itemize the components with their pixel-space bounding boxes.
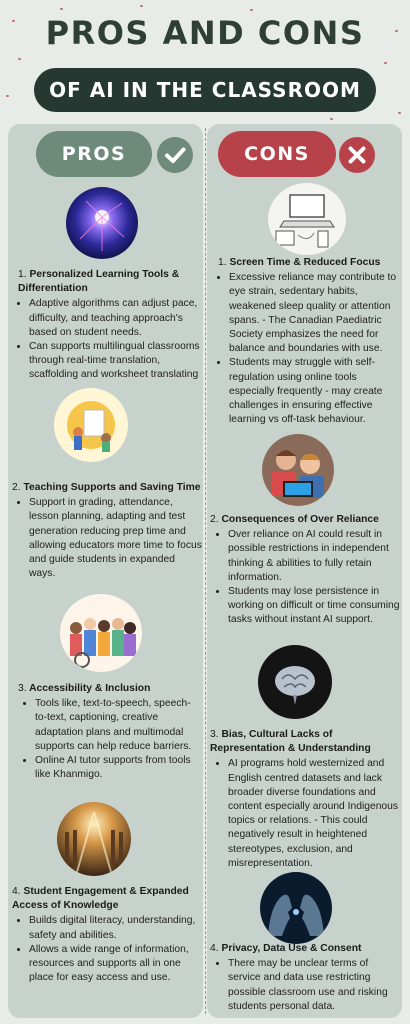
check-icon bbox=[157, 137, 193, 173]
cons-number-4: 4. bbox=[210, 943, 219, 954]
ai-network-illustration bbox=[66, 187, 138, 259]
pros-heading-text-2: Teaching Supports and Saving Time bbox=[23, 482, 201, 493]
cons-heading-2 bbox=[210, 513, 402, 527]
face-profiles-illustration bbox=[260, 872, 332, 944]
decor-speck bbox=[330, 118, 333, 120]
cons-heading-1 bbox=[218, 256, 402, 270]
decor-speck bbox=[6, 95, 9, 97]
pros-bullet: • Allows a wide range of information, resources and supports all in one place for easy access and use. bbox=[29, 943, 204, 986]
cons-section-1 bbox=[218, 256, 402, 427]
cons-heading-text-2: Consequences of Over Reliance bbox=[221, 514, 379, 525]
pros-heading-4 bbox=[12, 885, 204, 913]
cons-section-4 bbox=[210, 942, 402, 1014]
pros-bullet: • Online AI tutor supports from tools like Khanmigo. bbox=[35, 754, 202, 782]
cons-label: CONS bbox=[218, 131, 336, 177]
children-tablet-illustration bbox=[262, 434, 334, 506]
pros-bullet: • Tools like, text-to-speech, speech-to-text, captioning, creative adaptation plans and multimodal supports can help reduce barriers. bbox=[35, 697, 202, 754]
pros-number-1: 1. bbox=[18, 269, 27, 280]
decor-speck bbox=[18, 58, 21, 60]
brain-illustration bbox=[258, 645, 332, 719]
cons-bullet: • AI programs hold westernized and English centred datasets and lack broader diverse foundations and content especially around Indigenous topics or relations. - This could negatively result in heightened stereotypes, exclusion, and misrepresentation. bbox=[228, 757, 402, 871]
diverse-students-illustration bbox=[60, 594, 142, 672]
cons-bullet: • Students may lose persistence in working on difficult or time consuming tasks without instant AI support. bbox=[228, 585, 402, 628]
decor-speck bbox=[140, 5, 143, 7]
cons-bullet: • Students may struggle with self-regulation using online tools especially frequently - may create challenges in ensuring effective learning vs off-task behaviour. bbox=[229, 356, 402, 427]
decor-speck bbox=[60, 8, 63, 10]
pros-section-3 bbox=[18, 682, 202, 782]
page-subtitle-banner: OF AI IN THE CLASSROOM bbox=[34, 68, 376, 112]
pros-heading-text-3: Accessibility & Inclusion bbox=[29, 683, 151, 694]
pros-number-2: 2. bbox=[12, 482, 21, 493]
pros-section-4 bbox=[12, 885, 204, 985]
cons-heading-text-3: Bias, Cultural Lacks of Representation & Understanding bbox=[210, 729, 371, 755]
cons-number-1: 1. bbox=[218, 257, 227, 268]
pros-heading-text-1: Personalized Learning Tools & Differentiation bbox=[18, 269, 180, 295]
cons-heading-3 bbox=[210, 728, 402, 756]
decor-speck bbox=[384, 62, 387, 64]
cons-section-3 bbox=[210, 728, 402, 871]
decor-speck bbox=[250, 9, 253, 11]
pros-bullet: • Support in grading, attendance, lesson planning, adapting and test generation reducing prep time and allowing educators more time to focus and guide students in expanded ways. bbox=[29, 496, 202, 581]
cons-bullet: • Excessive reliance may contribute to eye strain, sedentary habits, weakened sleep quality or attention spans. - The Canadian Paediatric Society emphasizes the need for balance and boundaries with use. bbox=[229, 271, 402, 356]
library-illustration bbox=[57, 802, 131, 876]
pros-heading-text-4: Student Engagement & Expanded Access of Knowledge bbox=[12, 886, 189, 912]
pros-bullet: • Can supports multilingual classrooms through real-time translation, scaffolding and worksheet translating bbox=[29, 340, 202, 383]
x-icon bbox=[339, 137, 375, 173]
pros-heading-3 bbox=[18, 682, 202, 696]
teacher-support-illustration bbox=[54, 388, 128, 462]
decor-speck bbox=[398, 112, 401, 114]
pros-bullet: • Adaptive algorithms can adjust pace, difficulty, and teaching approach's based on student needs. bbox=[29, 297, 202, 340]
cons-bullet: • Over reliance on AI could result in possible restrictions in independent thinking & abilities to fully retain information. bbox=[228, 528, 402, 585]
cons-heading-text-4: Privacy, Data Use & Consent bbox=[221, 943, 362, 954]
cons-number-2: 2. bbox=[210, 514, 219, 525]
pros-section-2 bbox=[12, 481, 202, 581]
devices-sketch-illustration bbox=[268, 183, 346, 255]
pros-heading-2 bbox=[12, 481, 202, 495]
pros-number-3: 3. bbox=[18, 683, 27, 694]
cons-heading-4 bbox=[210, 942, 402, 956]
cons-heading-text-1: Screen Time & Reduced Focus bbox=[229, 257, 381, 268]
pros-number-4: 4. bbox=[12, 886, 21, 897]
cons-bullet: • There may be unclear terms of service and data use restricting possible classroom use and risking students personal data. bbox=[228, 957, 402, 1014]
cons-number-3: 3. bbox=[210, 729, 219, 740]
pros-section-1 bbox=[18, 268, 202, 383]
pros-label: PROS bbox=[36, 131, 152, 177]
cons-section-2 bbox=[210, 513, 402, 628]
pros-bullet: • Builds digital literacy, understanding, safety and abilities. bbox=[29, 914, 204, 942]
column-divider bbox=[205, 128, 206, 1014]
pros-heading-1 bbox=[18, 268, 202, 296]
page-title: PROS AND CONS bbox=[45, 14, 365, 52]
